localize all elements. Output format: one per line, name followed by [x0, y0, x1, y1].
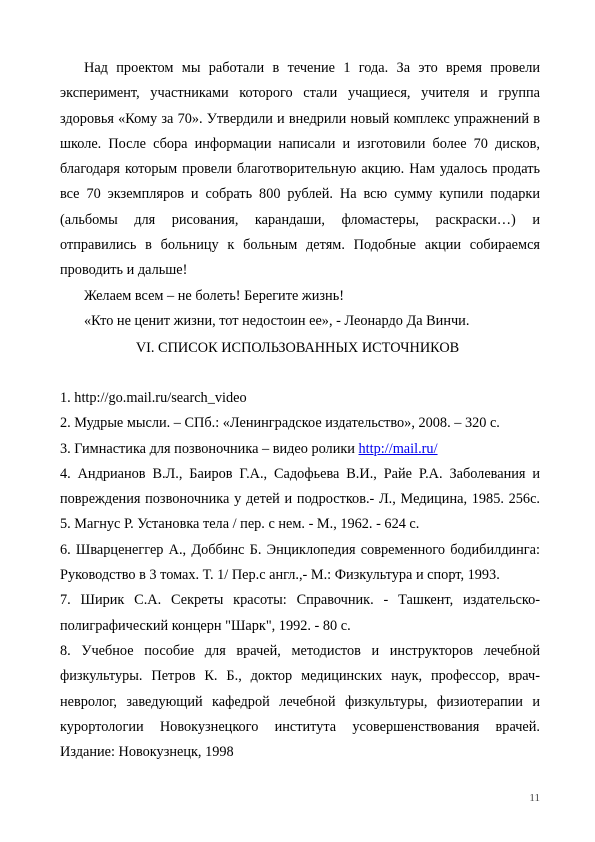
reference-item-7: 7. Ширик С.А. Секреты красоты: Справочник. - Ташкент, издательско-полиграфический концерн "Шарк", 1992. - 80 с.	[60, 592, 540, 634]
body-text	[60, 56, 540, 334]
reference-item-3	[60, 437, 540, 462]
reference-item-3-text: 3. Гимнастика для позвоночника – видео ролики	[60, 440, 359, 457]
reference-item-8: 8. Учебное пособие для врачей, методистов и инструкторов лечебной физкультуры. Петров К. Б., доктор медицинских наук, профессор, врач-невролог, заведующий кафедрой лечебной физкультуры, физиотерапии и курортологии Новокузнецкого института усовершенствования врачей. Издание: Новокузнецк, 1998	[60, 642, 540, 761]
reference-item-1: 1. http://go.mail.ru/search_video	[60, 390, 247, 406]
paragraph-quote: «Кто не ценит жизни, тот недостоин ее», - Леонардо Да Винчи.	[84, 312, 470, 329]
reference-item-4: 4. Андрианов В.Л., Баиров Г.А., Садофьева В.И., Райе Р.А. Заболевания и повреждения позвоночника у детей и подростков.- Л., Медицина, 1985. 256с. 5. Магнус Р. Установка тела / пер. с нем. - М., 1962. - 624 с.	[60, 465, 540, 533]
paragraph-wish: Желаем всем – не болеть! Берегите жизнь!	[84, 287, 344, 304]
section-heading: VI. СПИСОК ИСПОЛЬЗОВАННЫХ ИСТОЧНИКОВ	[135, 340, 460, 356]
page-number: 11	[529, 792, 540, 804]
reference-item-6: 6. Шварценеггер А., Доббинс Б. Энциклопедия современного бодибилдинга: Руководство в 3 томах. Т. 1/ Пер.с англ.,- М.: Физкультура и спорт, 1993.	[60, 541, 540, 584]
reference-item-2: 2. Мудрые мысли. – СПб.: «Ленинградское издательство», 2008. – 320 с.	[60, 415, 500, 432]
reference-list	[60, 386, 540, 765]
paragraph-project: Над проектом мы работали в течение 1 года. За это время провели эксперимент, участниками которого стали учащиеся, учителя и группа здоровья «Кому за 70». Утвердили и внедрили новый комплекс упражнений в школе. После сбора информации написали и изготовили более 70 дисков, благодаря которым провели благотворительную акцию. Нам удалось продать все 70 экземпляров и собрать 800 рублей. На всю сумму купили подарки (альбомы для рисования, карандаши, фломастеры, раскраски…) и отправились в больницу к больным детям. Подобные акции собираемся проводить и дальше!	[60, 60, 540, 279]
reference-link-mail[interactable]: http://mail.ru/	[358, 440, 438, 457]
